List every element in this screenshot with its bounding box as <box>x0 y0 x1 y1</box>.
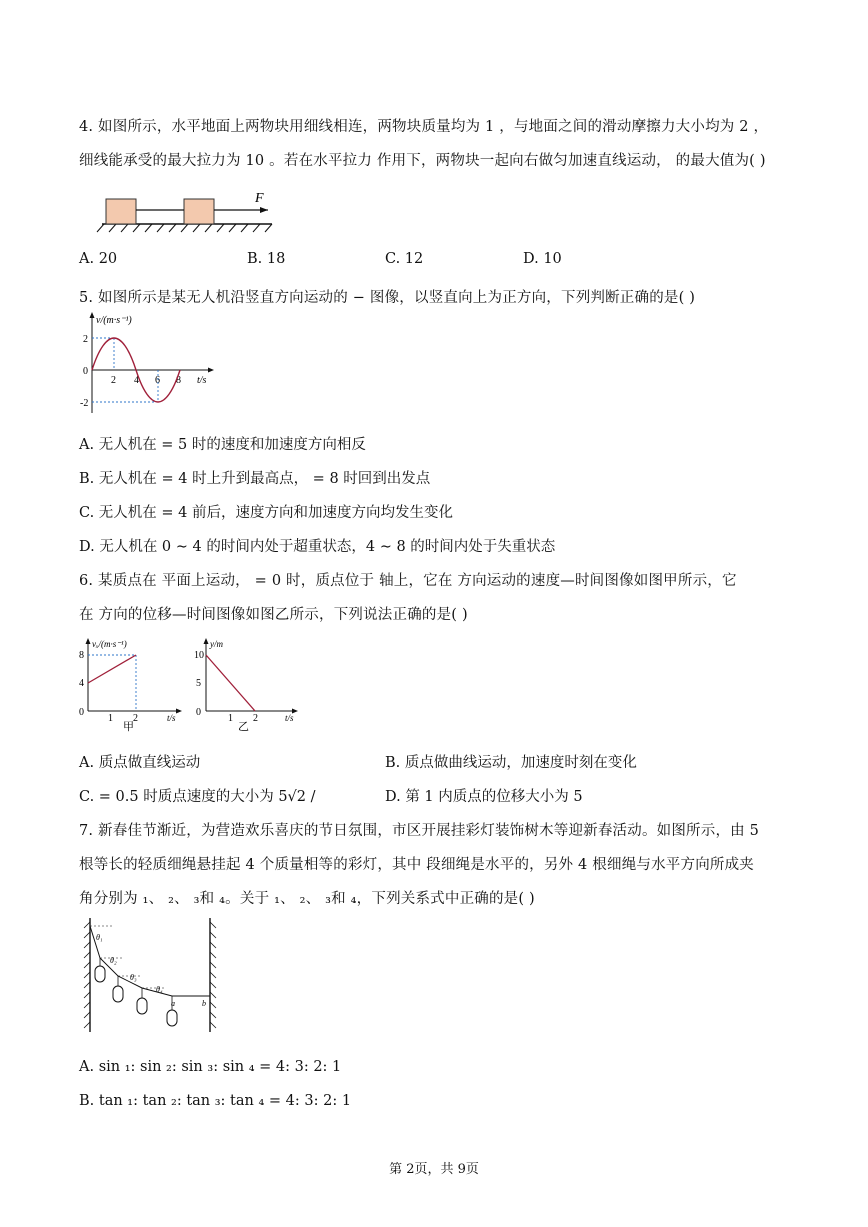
q6-option-c: C. = 0.5 时质点速度的大小为 5√2 / <box>79 789 316 805</box>
q5-ytick-2: 2 <box>83 334 88 345</box>
q6-graph-a <box>78 636 186 732</box>
block-left <box>106 199 136 224</box>
q7-stem-line1: 7. 新春佳节渐近，为营造欢乐喜庆的节日氛围，市区开展挂彩灯装饰树木等迎新春活动。如图所示，由 5 <box>79 823 760 839</box>
q7-stem-line2: 根等长的轻质细绳悬挂起 4 个质量相等的彩灯，其中 段细绳是水平的，另外 4 根细绳与水平方向所成夹 <box>79 857 754 873</box>
lantern-4 <box>167 1010 177 1026</box>
q5-option-b: B. 无人机在 = 4 时上升到最高点， = 8 时回到出发点 <box>79 471 431 487</box>
q5-xtick-8: 8 <box>176 375 181 386</box>
q6-option-b: B. 质点做曲线运动，加速度时刻在变化 <box>385 755 637 771</box>
q7-option-a: A. sin ₁: sin ₂: sin ₃: sin ₄ = 4: 3: 2: 1 <box>79 1059 342 1075</box>
q6a-ytick-8: 8 <box>79 650 84 661</box>
q6a-velocity-line <box>88 655 136 683</box>
q5-xtick-2: 2 <box>111 375 116 386</box>
theta-2-label: θ₂ <box>110 956 117 965</box>
force-label: F <box>255 191 264 206</box>
q6a-ytick-0: 0 <box>79 707 84 718</box>
rope <box>90 926 210 996</box>
page-footer: 第 2页，共 9页 <box>389 1162 479 1177</box>
q6b-displacement-line <box>206 655 255 711</box>
q6b-xtick-2: 2 <box>253 713 258 724</box>
q5-xtick-4: 4 <box>134 375 139 386</box>
q6a-xtick-1: 1 <box>108 713 113 724</box>
q6-option-a: A. 质点做直线运动 <box>79 755 201 771</box>
q6b-ylabel: y/m <box>210 639 223 649</box>
point-a-label: a <box>171 999 175 1008</box>
q7-lanterns-figure <box>80 916 222 1034</box>
theta-1-label: θ₁ <box>96 933 103 942</box>
q5-option-a: A. 无人机在 = 5 时的速度和加速度方向相反 <box>79 437 366 453</box>
q6b-ytick-5: 5 <box>196 678 201 689</box>
lantern-2 <box>113 986 123 1002</box>
theta-3-label: θ₃ <box>130 973 137 982</box>
theta-4-label: θ₄ <box>156 985 163 994</box>
q5-stem: 5. 如图所示是某无人机沿竖直方向运动的 − 图像，以竖直向上为正方向，下列判断正确的是( ) <box>79 290 696 306</box>
q6a-ytick-4: 4 <box>79 678 84 689</box>
q5-option-c: C. 无人机在 = 4 前后，速度方向和加速度方向均发生变化 <box>79 505 453 521</box>
q6-stem-line1: 6. 某质点在 平面上运动， = 0 时，质点位于 轴上，它在 方向运动的速度—时间图像如图甲所示，它 <box>79 573 737 589</box>
q6b-caption: 乙 <box>238 721 249 732</box>
q4-stem-line1: 4. 如图所示，水平地面上两物块用细线相连，两物块质量均为 1 ，与地面之间的滑动摩擦力大小均为 2 ， <box>79 119 769 135</box>
q6-stem-line2: 在 方向的位移—时间图像如图乙所示，下列说法正确的是( ) <box>79 607 468 623</box>
q4-blocks-figure <box>92 188 278 236</box>
q5-xtick-6: 6 <box>155 375 160 386</box>
q6b-xlabel: t/s <box>285 713 294 723</box>
q4-option-c: C. 12 <box>385 251 424 267</box>
q4-option-a: A. 20 <box>79 251 118 267</box>
q5-option-d: D. 无人机在 0 ∼ 4 的时间内处于超重状态，4 ∼ 8 的时间内处于失重状态 <box>79 539 556 555</box>
q4-option-b: B. 18 <box>247 251 286 267</box>
q4-stem-line2: 细线能承受的最大拉力为 10 。若在水平拉力 作用下，两物块一起向右做匀加速直线运动， 的最大值为( ) <box>79 153 766 169</box>
q6b-xtick-1: 1 <box>228 713 233 724</box>
q6-graph-b <box>194 636 302 732</box>
q7-option-b: B. tan ₁: tan ₂: tan ₃: tan ₄ = 4: 3: 2: 1 <box>79 1093 352 1109</box>
lantern-3 <box>137 998 147 1014</box>
q6b-ytick-10: 10 <box>194 650 204 661</box>
q6a-caption: 甲 <box>123 721 134 732</box>
q6a-xtick-2: 2 <box>133 713 138 724</box>
q5-ylabel: v/(m·s⁻¹) <box>96 315 132 326</box>
lantern-1 <box>95 966 105 982</box>
q6b-ytick-0: 0 <box>196 707 201 718</box>
q5-xlabel: t/s <box>197 375 207 386</box>
q5-vt-graph <box>80 310 220 418</box>
block-right <box>184 199 214 224</box>
q4-option-d: D. 10 <box>523 251 562 267</box>
q5-ytick-neg2: -2 <box>80 398 89 409</box>
point-b-label: b <box>202 999 206 1008</box>
q6a-ylabel: vₓ/(m·s⁻¹) <box>92 639 127 649</box>
q7-stem-line3: 角分别为 ₁、 ₂、 ₃和 ₄。关于 ₁、 ₂、 ₃和 ₄，下列关系式中正确的是( ) <box>79 891 535 907</box>
q6-option-d: D. 第 1 内质点的位移大小为 5 <box>385 789 583 805</box>
q6a-xlabel: t/s <box>167 713 176 723</box>
q5-ytick-0: 0 <box>83 366 88 377</box>
